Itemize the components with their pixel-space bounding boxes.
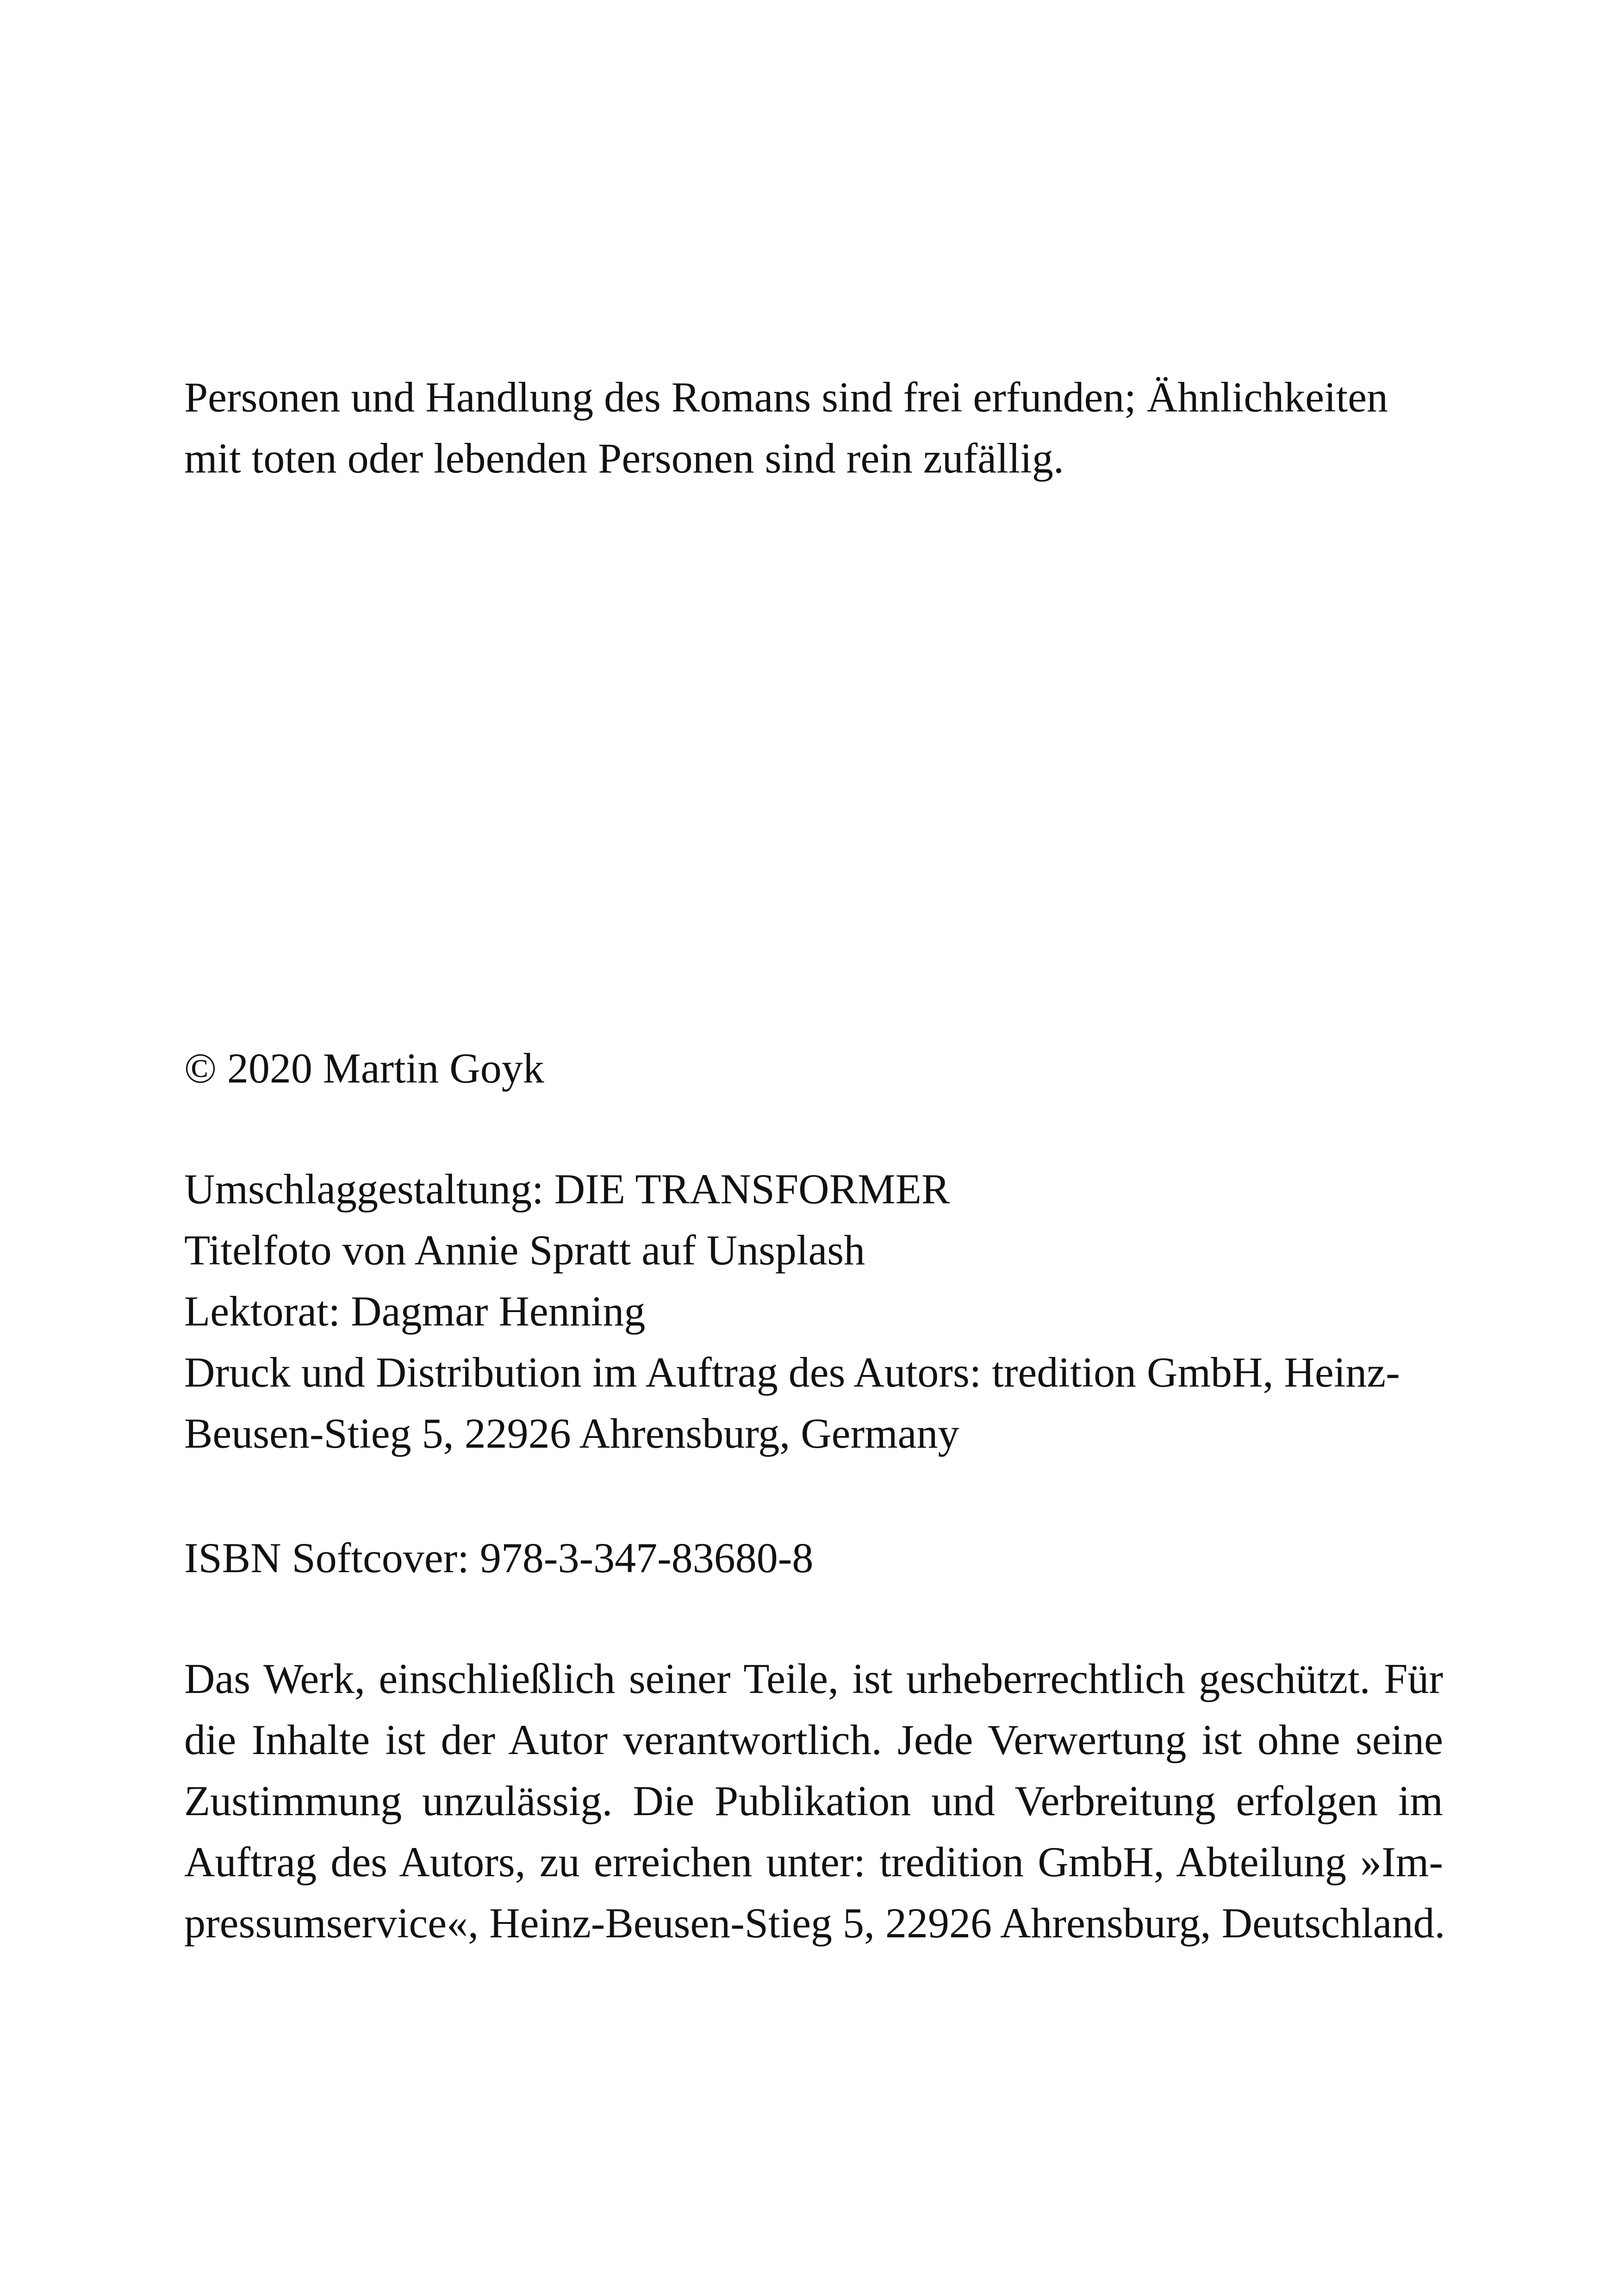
credit-cover-photo: Titelfoto von Annie Spratt auf Unsplash — [184, 1226, 865, 1274]
legal-line: die Inhalte ist der Autor verantwortlich. Jede Verwertung ist ohne seine — [184, 1716, 1443, 1763]
credits-block — [184, 1158, 1443, 1464]
copyright-line: © 2020 Martin Goyk — [184, 1045, 544, 1092]
legal-notice — [184, 1648, 1443, 1954]
legal-line: Das Werk, einschließlich seiner Teile, ist urheberrechtlich geschützt. Für — [184, 1655, 1443, 1702]
legal-line: pressumservice«, Heinz-Beusen-Stieg 5, 22926 Ahrensburg, Deutschland. — [184, 1899, 1445, 1947]
disclaimer-line: Personen und Handlung des Romans sind frei erfunden; Ähnlichkeiten — [184, 373, 1388, 421]
credit-distribution-address: Beusen-Stieg 5, 22926 Ahrensburg, Germany — [184, 1410, 959, 1457]
credit-editor: Lektorat: Dagmar Henning — [184, 1288, 646, 1335]
fiction-disclaimer — [184, 367, 1443, 489]
isbn-block — [184, 1527, 1443, 1588]
legal-line: Auftrag des Autors, zu erreichen unter: tredition GmbH, Abteilung »Im- — [184, 1838, 1443, 1885]
disclaimer-line: mit toten oder lebenden Personen sind rein zufällig. — [184, 435, 1064, 482]
isbn-line: ISBN Softcover: 978-3-347-83680-8 — [184, 1534, 814, 1581]
credit-distribution: Druck und Distribution im Auftrag des Autors: tredition GmbH, Heinz- — [184, 1349, 1400, 1396]
credit-cover-design: Umschlaggestaltung: DIE TRANSFORMER — [184, 1165, 950, 1213]
copyright-notice — [184, 1038, 1443, 1099]
legal-line: Zustimmung unzulässig. Die Publikation und Verbreitung erfolgen im — [184, 1777, 1443, 1824]
